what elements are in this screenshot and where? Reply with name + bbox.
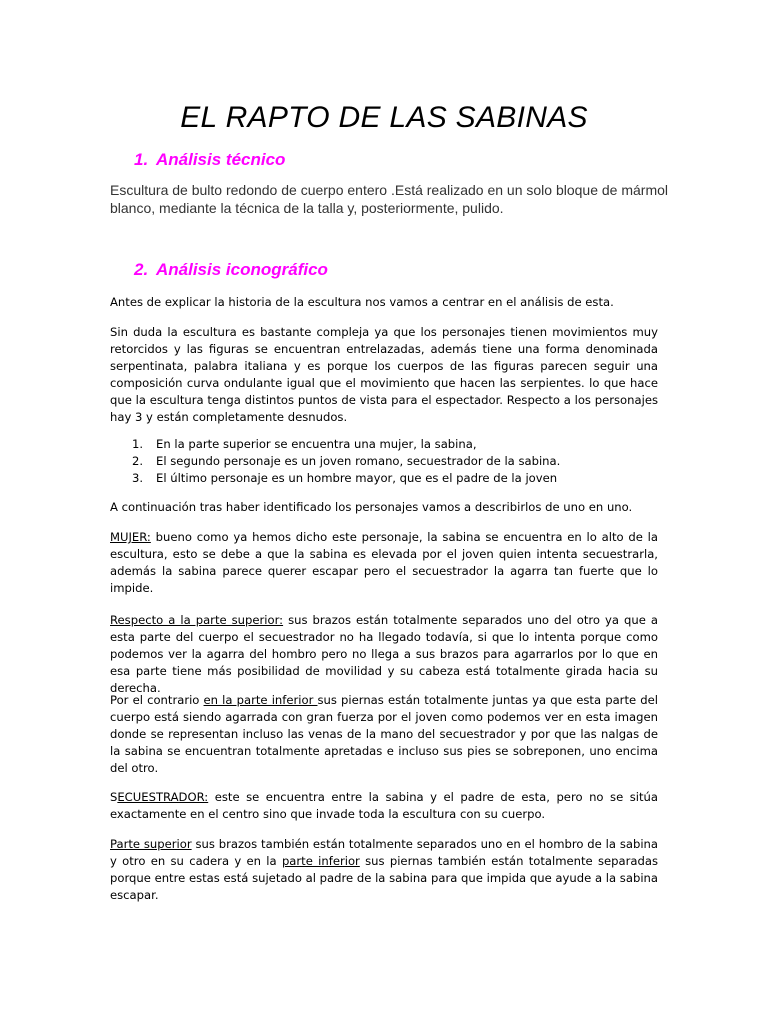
paragraph-secuestrador-partes: Parte superior sus brazos también están totalmente separados uno en el hombro de la sabina y otro en su cadera y en la parte inferior sus piernas también están totalmente separadas porque entre estas está sujetado al padre de la sabina para que impida que ayude a la sabina escapar. — [110, 837, 659, 902]
paragraph-mujer: MUJER: bueno como ya hemos dicho este personaje, la sabina se encuentra en lo alto de la escultura, esto se debe a que la sabina es elevada por el joven quien intenta secuestrarla, además la sabina parece querer escapar pero el secuestrador la agarra tan fuerte que lo impide. — [110, 530, 658, 595]
characters-list — [110, 436, 658, 487]
section-2-heading — [134, 259, 328, 281]
paragraph-intro: Antes de explicar la historia de la escultura nos vamos a centrar en el análisis de esta. — [110, 295, 614, 309]
parte-superior-label: Respecto a la parte superior: — [110, 613, 284, 627]
section-1-text: Escultura de bulto redondo de cuerpo entero .Está realizado en un solo bloque de mármol blanco, mediante la técnica de la talla y, posteriormente, pulido. — [110, 182, 669, 216]
section-1-heading — [134, 149, 285, 171]
paragraph-secuestrador: SECUESTRADOR: este se encuentra entre la sabina y el padre de esta, pero no se sitúa exactamente en el centro sino que invade toda la escultura con su cuerpo. — [110, 790, 658, 821]
paragraph-parte-inferior: Por el contrario en la parte inferior sus piernas están totalmente juntas ya que esta parte del cuerpo está siendo agarrada con gran fuerza por el joven como podemos ver en esta imagen donde se representan incluso las venas de la mano del secuestrador y por que las nalgas de la sabina se encuentran totalmente apretadas e incluso sus pies se sobreponen, uno encima del otro. — [110, 693, 658, 775]
paragraph-parte-superior: Respecto a la parte superior: sus brazos están totalmente separados uno del otro ya que a esta parte del cuerpo el secuestrador no ha llegado todavía, si que lo intenta porque como podemos ver la agarra del hombro pero no llega a sus brazos para agarrarlos por lo que en esa parte tiene más posibilidad de movilidad y su cabeza está totalmente girada hacia su derecha. — [110, 613, 658, 695]
paragraph-composition: Sin duda la escultura es bastante compleja ya que los personajes tienen movimientos muy retorcidos y las figuras se encuentran entrelazadas, además tiene una forma denominada serpentinata, palabra italiana y es porque los cuerpos de las figuras parecen seguir una composición curva ondulante igual que el movimiento que hacen las serpientes. lo que hace que la escultura tenga distintos puntos de vista para el espectador. Respecto a los personajes hay 3 y están completamente desnudos. — [110, 325, 658, 424]
list-item: 1. En la parte superior se encuentra una mujer, la sabina, — [132, 437, 477, 451]
section-1-heading-text: Análisis técnico — [156, 150, 286, 169]
secuestrador-parte-inferior-label: parte inferior — [281, 854, 360, 868]
section-2-number: 2. — [134, 260, 149, 279]
secuestrador-label: ECUESTRADOR: — [117, 790, 209, 804]
secuestrador-parte-superior-label: Parte superior — [110, 837, 192, 851]
document-title: EL RAPTO DE LAS SABINAS — [180, 101, 588, 134]
paragraph-transition: A continuación tras haber identificado los personajes vamos a describirlos de uno en uno. — [110, 500, 633, 514]
list-item: 2. El segundo personaje es un joven romano, secuestrador de la sabina. — [132, 454, 561, 468]
list-item: 3. El último personaje es un hombre mayor, que es el padre de la joven — [132, 471, 558, 485]
parte-inferior-label: en la parte inferior — [203, 693, 318, 707]
section-2-heading-text: Análisis iconográfico — [156, 260, 328, 279]
mujer-label: MUJER: — [110, 530, 151, 544]
section-1-number: 1. — [134, 150, 149, 169]
